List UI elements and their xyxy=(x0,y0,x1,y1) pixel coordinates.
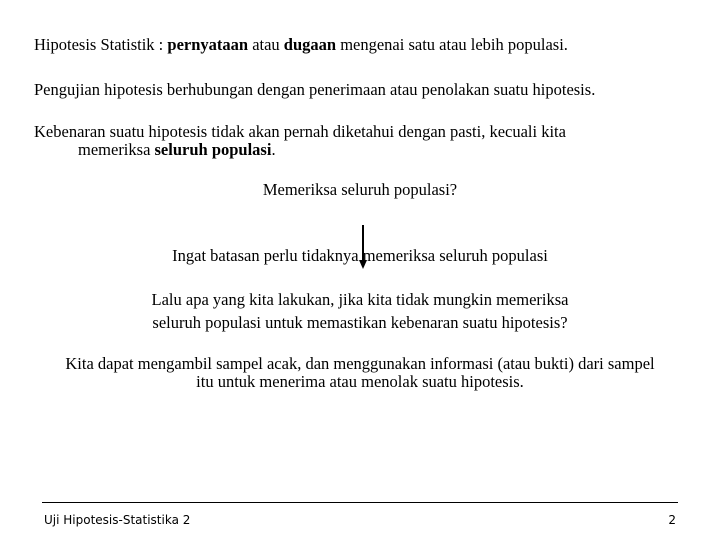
truth-line-bold: seluruh populasi xyxy=(154,140,272,159)
answer-line1: Kita dapat mengambil sampel acak, dan menggunakan informasi (atau bukti) dari sampel xyxy=(65,354,655,373)
definition-bold-pernyataan: pernyataan xyxy=(167,35,249,54)
definition-line xyxy=(34,35,568,54)
followup-question-line2: seluruh populasi untuk memastikan kebenaran suatu hipotesis? xyxy=(152,313,568,332)
followup-question-line1: Lalu apa yang kita lakukan, jika kita tidak mungkin memeriksa xyxy=(151,290,569,309)
definition-mid: atau xyxy=(248,35,284,54)
testing-line: Pengujian hipotesis berhubungan dengan penerimaan atau penolakan suatu hipotesis. xyxy=(34,80,596,99)
truth-line-prefix: memeriksa xyxy=(78,140,155,159)
definition-bold-dugaan: dugaan xyxy=(283,35,337,54)
truth-line-second xyxy=(78,140,276,159)
truth-line-first: Kebenaran suatu hipotesis tidak akan pernah diketahui dengan pasti, kecuali kita xyxy=(34,122,566,141)
definition-suffix: mengenai satu atau lebih populasi. xyxy=(336,35,568,54)
answer-line2: itu untuk menerima atau menolak suatu hipotesis. xyxy=(196,372,524,391)
footer-divider xyxy=(42,502,678,503)
truth-line-suffix: . xyxy=(271,140,276,159)
definition-prefix: Hipotesis Statistik : xyxy=(34,35,168,54)
page-number: 2 xyxy=(668,513,676,527)
footer-title: Uji Hipotesis-Statistika 2 xyxy=(44,513,191,527)
question-text: Memeriksa seluruh populasi? xyxy=(262,180,458,199)
reminder-text: Ingat batasan perlu tidaknya memeriksa seluruh populasi xyxy=(172,246,548,265)
